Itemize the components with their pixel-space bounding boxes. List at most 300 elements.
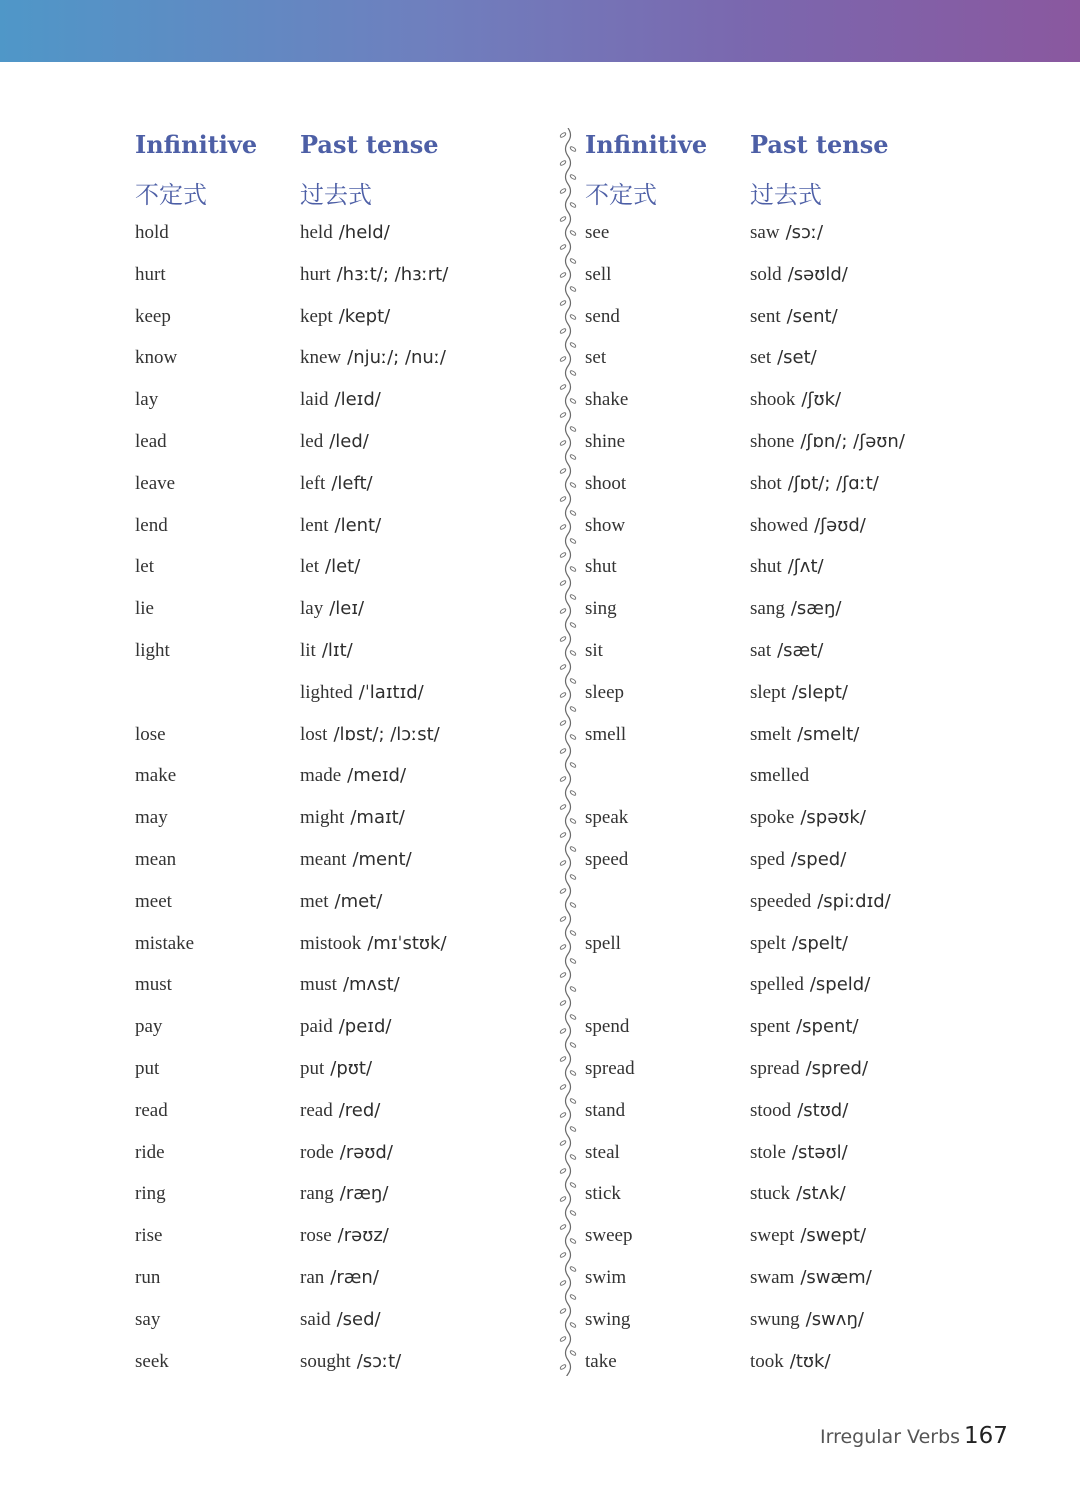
past-tense-word: spread bbox=[750, 1057, 800, 1079]
pronunciation: /mʌst/ bbox=[342, 974, 400, 996]
past-tense-cell bbox=[750, 724, 859, 746]
infinitive-cell: may bbox=[135, 807, 168, 829]
verb-row bbox=[585, 548, 1005, 590]
past-tense-cell bbox=[750, 598, 841, 620]
past-tense-word: knew bbox=[300, 347, 342, 369]
past-tense-cell bbox=[300, 431, 369, 453]
past-tense-word: spent bbox=[750, 1016, 791, 1038]
vine-leaf bbox=[559, 1252, 566, 1258]
past-tense-word: met bbox=[300, 890, 329, 912]
past-tense-word: stole bbox=[750, 1141, 786, 1163]
infinitive-cell: set bbox=[585, 347, 607, 369]
infinitive-cell: run bbox=[135, 1266, 161, 1288]
vine-leaf bbox=[559, 132, 566, 138]
past-tense-word: meant bbox=[300, 848, 347, 870]
verb-row bbox=[135, 925, 555, 967]
past-tense-word: swung bbox=[750, 1308, 800, 1330]
infinitive-cell: see bbox=[585, 222, 610, 243]
infinitive-cell: stand bbox=[585, 1099, 626, 1121]
vine-leaf bbox=[569, 902, 576, 908]
pronunciation: /meɪd/ bbox=[347, 765, 407, 787]
infinitive-cell: mean bbox=[135, 848, 177, 870]
verb-row bbox=[135, 1175, 555, 1217]
past-tense-cell bbox=[300, 933, 447, 955]
infinitive-cell: keep bbox=[135, 305, 171, 327]
verb-row bbox=[135, 716, 555, 758]
infinitive-cell: shoot bbox=[585, 472, 627, 494]
header-past-tense: Past tense bbox=[750, 130, 889, 159]
past-tense-cell bbox=[300, 264, 448, 286]
vine-leaf bbox=[569, 650, 576, 656]
verb-row bbox=[585, 1008, 1005, 1050]
vine-leaf bbox=[569, 1210, 576, 1216]
past-tense-word: shook bbox=[750, 389, 796, 411]
vine-leaf bbox=[559, 1028, 566, 1034]
vine-leaf bbox=[559, 664, 566, 670]
vine-leaf bbox=[569, 1042, 576, 1048]
vine-leaf bbox=[559, 916, 566, 922]
pronunciation: /ræn/ bbox=[330, 1266, 379, 1288]
vine-leaf bbox=[569, 1014, 576, 1020]
pronunciation: /səʊld/ bbox=[787, 263, 848, 285]
past-tense-cell bbox=[300, 1309, 381, 1331]
verb-row bbox=[585, 465, 1005, 507]
header-past-tense: Past tense bbox=[300, 130, 439, 159]
vine-leaf bbox=[569, 678, 576, 684]
pronunciation: /spəʊk/ bbox=[800, 807, 866, 829]
infinitive-cell: hurt bbox=[135, 263, 166, 285]
pronunciation: /stəʊl/ bbox=[791, 1141, 848, 1163]
vine-leaf bbox=[569, 846, 576, 852]
infinitive-cell: seek bbox=[135, 1350, 169, 1372]
vine-stem bbox=[566, 128, 571, 1376]
vine-leaf bbox=[569, 790, 576, 796]
verb-row bbox=[585, 1175, 1005, 1217]
verb-row bbox=[585, 590, 1005, 632]
past-tense-cell bbox=[750, 640, 823, 662]
past-tense-word: hurt bbox=[300, 263, 331, 285]
past-tense-word: made bbox=[300, 765, 342, 787]
infinitive-cell: sweep bbox=[585, 1225, 633, 1247]
pronunciation: /leɪd/ bbox=[334, 389, 381, 411]
left-verb-list bbox=[135, 214, 555, 1384]
past-tense-cell bbox=[300, 1183, 388, 1205]
past-tense-word: lost bbox=[300, 723, 328, 745]
vine-leaf bbox=[569, 958, 576, 964]
infinitive-cell: send bbox=[585, 305, 620, 327]
vine-leaf bbox=[559, 272, 566, 278]
infinitive-cell: say bbox=[135, 1308, 161, 1330]
past-tense-cell bbox=[750, 974, 870, 996]
pronunciation: /pʊt/ bbox=[330, 1057, 373, 1079]
verb-row bbox=[135, 214, 555, 256]
verb-row bbox=[585, 256, 1005, 298]
verb-row bbox=[135, 590, 555, 632]
vine-leaf bbox=[569, 594, 576, 600]
vine-leaf bbox=[569, 1350, 576, 1356]
infinitive-cell: stick bbox=[585, 1183, 621, 1205]
vine-leaf bbox=[569, 286, 576, 292]
verb-row bbox=[135, 507, 555, 549]
verb-row bbox=[585, 925, 1005, 967]
past-tense-cell bbox=[750, 473, 879, 495]
past-tense-cell bbox=[750, 891, 891, 913]
vine-leaf bbox=[569, 986, 576, 992]
past-tense-word: read bbox=[300, 1099, 333, 1121]
past-tense-cell bbox=[300, 473, 373, 495]
vine-leaf bbox=[559, 692, 566, 698]
past-tense-cell bbox=[750, 556, 824, 578]
infinitive-cell: hold bbox=[135, 222, 169, 243]
vine-leaf bbox=[569, 454, 576, 460]
past-tense-word: kept bbox=[300, 305, 333, 327]
vine-leaf bbox=[569, 146, 576, 152]
pronunciation: /mɪˈstʊk/ bbox=[367, 932, 447, 954]
past-tense-cell bbox=[300, 974, 400, 996]
verb-row bbox=[135, 548, 555, 590]
infinitive-cell: rise bbox=[135, 1225, 163, 1247]
infinitive-cell: lie bbox=[135, 598, 154, 620]
vine-leaf bbox=[569, 538, 576, 544]
past-tense-cell bbox=[750, 389, 841, 411]
right-verb-list bbox=[585, 214, 1005, 1384]
pronunciation: /led/ bbox=[329, 430, 369, 452]
past-tense-word: spoke bbox=[750, 807, 795, 829]
vine-leaf bbox=[569, 1266, 576, 1272]
pronunciation: /ʃɒt/; /ʃɑːt/ bbox=[787, 472, 879, 494]
pronunciation: /leɪ/ bbox=[329, 598, 365, 620]
past-tense-word: ran bbox=[300, 1266, 325, 1288]
verb-row bbox=[585, 507, 1005, 549]
infinitive-cell: make bbox=[135, 765, 177, 787]
header-infinitive-cn: 不定式 bbox=[135, 181, 207, 209]
right-verb-column bbox=[585, 0, 1005, 1400]
past-tense-cell bbox=[750, 765, 815, 787]
pronunciation: /peɪd/ bbox=[338, 1016, 392, 1038]
vine-leaf bbox=[559, 804, 566, 810]
infinitive-cell: sleep bbox=[585, 681, 625, 703]
vine-leaf bbox=[569, 1294, 576, 1300]
vine-leaf bbox=[569, 426, 576, 432]
verb-row bbox=[585, 214, 1005, 256]
verb-row bbox=[585, 841, 1005, 883]
past-tense-cell bbox=[300, 807, 405, 829]
verb-row bbox=[135, 841, 555, 883]
verb-row bbox=[135, 381, 555, 423]
past-tense-cell bbox=[750, 1058, 868, 1080]
vine-leaf bbox=[569, 370, 576, 376]
pronunciation: /sped/ bbox=[790, 848, 847, 870]
vine-leaf bbox=[559, 636, 566, 642]
past-tense-cell bbox=[750, 222, 823, 244]
verb-row bbox=[585, 757, 1005, 799]
past-tense-cell bbox=[300, 765, 406, 787]
vine-leaf bbox=[569, 1238, 576, 1244]
verb-row bbox=[135, 674, 555, 716]
past-tense-cell bbox=[300, 515, 381, 537]
infinitive-cell: swing bbox=[585, 1308, 631, 1330]
past-tense-word: mistook bbox=[300, 932, 362, 954]
past-tense-word: lay bbox=[300, 598, 324, 620]
pronunciation: /ræŋ/ bbox=[339, 1183, 389, 1205]
past-tense-word: held bbox=[300, 222, 333, 243]
past-tense-cell bbox=[750, 431, 905, 453]
pronunciation: /left/ bbox=[331, 472, 373, 494]
verb-row bbox=[135, 339, 555, 381]
verb-row bbox=[585, 298, 1005, 340]
pronunciation: /ʃʌt/ bbox=[787, 556, 824, 578]
past-tense-cell bbox=[750, 1267, 872, 1289]
past-tense-word: might bbox=[300, 807, 345, 829]
infinitive-cell: swim bbox=[585, 1266, 627, 1288]
infinitive-cell: speak bbox=[585, 807, 629, 829]
past-tense-cell bbox=[300, 222, 390, 244]
past-tense-cell bbox=[750, 1183, 846, 1205]
vine-leaf bbox=[559, 440, 566, 446]
past-tense-cell bbox=[300, 682, 424, 704]
pronunciation: /hɜːt/; /hɜːrt/ bbox=[336, 263, 449, 285]
past-tense-cell bbox=[300, 849, 412, 871]
past-tense-cell bbox=[300, 598, 364, 620]
infinitive-cell: shake bbox=[585, 389, 629, 411]
vine-leaf bbox=[559, 384, 566, 390]
past-tense-word: sang bbox=[750, 598, 785, 620]
verb-row bbox=[135, 1343, 555, 1385]
infinitive-cell: sing bbox=[585, 598, 617, 620]
vine-leaf bbox=[569, 762, 576, 768]
vine-leaf bbox=[559, 1084, 566, 1090]
vine-leaf bbox=[569, 1098, 576, 1104]
vine-leaf bbox=[569, 622, 576, 628]
vine-leaf bbox=[569, 734, 576, 740]
past-tense-word: sold bbox=[750, 263, 782, 285]
infinitive-cell: ring bbox=[135, 1183, 166, 1205]
verb-row bbox=[135, 966, 555, 1008]
verb-row bbox=[135, 465, 555, 507]
vine-leaf bbox=[569, 174, 576, 180]
past-tense-word: led bbox=[300, 430, 324, 452]
vine-leaf bbox=[559, 468, 566, 474]
past-tense-word: swam bbox=[750, 1266, 795, 1288]
vine-leaf bbox=[559, 720, 566, 726]
past-tense-cell bbox=[300, 556, 360, 578]
vine-leaf bbox=[569, 818, 576, 824]
vine-leaf bbox=[569, 1322, 576, 1328]
past-tense-word: shut bbox=[750, 556, 782, 578]
infinitive-cell: pay bbox=[135, 1016, 163, 1038]
pronunciation: /swept/ bbox=[800, 1225, 867, 1247]
past-tense-cell bbox=[300, 347, 446, 369]
past-tense-cell bbox=[300, 1267, 379, 1289]
vine-leaf bbox=[569, 1182, 576, 1188]
pronunciation: /ʃəʊd/ bbox=[814, 514, 866, 536]
infinitive-cell: lose bbox=[135, 723, 166, 745]
vine-leaf bbox=[559, 776, 566, 782]
past-tense-cell bbox=[300, 389, 381, 411]
vine-leaf bbox=[559, 1336, 566, 1342]
vine-leaf bbox=[559, 1056, 566, 1062]
past-tense-word: took bbox=[750, 1350, 784, 1372]
vine-leaf bbox=[559, 1168, 566, 1174]
vine-leaf bbox=[559, 496, 566, 502]
pronunciation: /rəʊd/ bbox=[339, 1141, 393, 1163]
pronunciation: /sæt/ bbox=[777, 639, 824, 661]
verb-row bbox=[585, 1301, 1005, 1343]
page-number: 167 bbox=[964, 1423, 1008, 1449]
past-tense-word: lent bbox=[300, 514, 329, 536]
verb-row bbox=[135, 757, 555, 799]
past-tense-word: rode bbox=[300, 1141, 334, 1163]
past-tense-cell bbox=[750, 849, 846, 871]
pronunciation: /spent/ bbox=[796, 1016, 859, 1038]
infinitive-cell: sell bbox=[585, 263, 612, 285]
vine-leaf bbox=[569, 510, 576, 516]
verb-row bbox=[135, 298, 555, 340]
vine-leaf bbox=[559, 1140, 566, 1146]
infinitive-cell: know bbox=[135, 347, 178, 369]
vine-leaf bbox=[569, 230, 576, 236]
verb-row bbox=[135, 256, 555, 298]
infinitive-cell: read bbox=[135, 1099, 168, 1121]
pronunciation: /tʊk/ bbox=[789, 1350, 831, 1372]
past-tense-word: smelt bbox=[750, 723, 792, 745]
past-tense-word: showed bbox=[750, 514, 809, 536]
vine-leaf bbox=[569, 706, 576, 712]
vine-leaf bbox=[569, 482, 576, 488]
vine-leaf bbox=[559, 1224, 566, 1230]
verb-row bbox=[135, 423, 555, 465]
verb-row bbox=[585, 1092, 1005, 1134]
pronunciation: /rəʊz/ bbox=[337, 1225, 389, 1247]
vine-leaf bbox=[559, 216, 566, 222]
vine-leaf bbox=[559, 1000, 566, 1006]
past-tense-word: sought bbox=[300, 1350, 351, 1372]
vine-leaf bbox=[559, 888, 566, 894]
verb-row bbox=[135, 799, 555, 841]
vine-leaf bbox=[559, 244, 566, 250]
past-tense-word: shone bbox=[750, 430, 795, 452]
past-tense-cell bbox=[750, 347, 817, 369]
vine-leaf bbox=[559, 832, 566, 838]
pronunciation: /speld/ bbox=[809, 974, 871, 996]
infinitive-cell: smell bbox=[585, 723, 627, 745]
pronunciation: /stʌk/ bbox=[796, 1183, 846, 1205]
pronunciation: /ment/ bbox=[352, 848, 412, 870]
past-tense-cell bbox=[300, 724, 440, 746]
verb-row bbox=[135, 1092, 555, 1134]
infinitive-cell: steal bbox=[585, 1141, 620, 1163]
past-tense-cell bbox=[750, 933, 848, 955]
infinitive-cell: ride bbox=[135, 1141, 165, 1163]
vine-leaf bbox=[559, 188, 566, 194]
pronunciation: /lent/ bbox=[334, 514, 382, 536]
infinitive-cell: must bbox=[135, 974, 172, 996]
vine-leaf bbox=[569, 342, 576, 348]
past-tense-word: laid bbox=[300, 389, 329, 411]
infinitive-cell: let bbox=[135, 556, 154, 578]
past-tense-word: slept bbox=[750, 681, 786, 703]
vine-leaf bbox=[559, 580, 566, 586]
past-tense-cell bbox=[750, 1016, 859, 1038]
past-tense-word: paid bbox=[300, 1016, 333, 1038]
verb-row bbox=[585, 1134, 1005, 1176]
infinitive-cell: take bbox=[585, 1350, 617, 1372]
vine-leaf bbox=[559, 1112, 566, 1118]
verb-row bbox=[585, 1259, 1005, 1301]
pronunciation: /set/ bbox=[777, 347, 817, 369]
infinitive-cell: meet bbox=[135, 890, 172, 912]
verb-row bbox=[135, 1259, 555, 1301]
past-tense-cell bbox=[300, 640, 353, 662]
infinitive-cell: put bbox=[135, 1057, 160, 1079]
vine-leaf bbox=[559, 356, 566, 362]
vine-leaf bbox=[559, 328, 566, 334]
past-tense-cell bbox=[750, 515, 866, 537]
past-tense-word: put bbox=[300, 1057, 325, 1079]
verb-row bbox=[585, 716, 1005, 758]
header-infinitive: Infinitive bbox=[585, 130, 708, 159]
pronunciation: /sed/ bbox=[336, 1308, 381, 1330]
header-past-tense-cn: 过去式 bbox=[300, 181, 372, 209]
past-tense-word: lighted bbox=[300, 681, 353, 703]
vine-leaf bbox=[569, 398, 576, 404]
vine-leaf bbox=[569, 874, 576, 880]
vine-leaf bbox=[569, 1154, 576, 1160]
pronunciation: /sæŋ/ bbox=[790, 598, 842, 620]
vine-leaf bbox=[559, 524, 566, 530]
past-tense-cell bbox=[750, 1142, 848, 1164]
past-tense-cell bbox=[300, 306, 390, 328]
verb-row bbox=[135, 1050, 555, 1092]
vine-leaf bbox=[559, 412, 566, 418]
past-tense-cell bbox=[750, 264, 848, 286]
past-tense-word: let bbox=[300, 556, 319, 578]
infinitive-cell: lead bbox=[135, 430, 167, 452]
past-tense-word: said bbox=[300, 1308, 331, 1330]
pronunciation: /slept/ bbox=[791, 681, 848, 703]
verb-row bbox=[585, 1050, 1005, 1092]
verb-row bbox=[585, 381, 1005, 423]
pronunciation: /lɒst/; /lɔːst/ bbox=[333, 723, 440, 745]
verb-row bbox=[585, 1217, 1005, 1259]
past-tense-cell bbox=[750, 1100, 848, 1122]
past-tense-cell bbox=[300, 891, 382, 913]
vine-leaf bbox=[569, 314, 576, 320]
pronunciation: /swæm/ bbox=[800, 1266, 872, 1288]
footer-section-title: Irregular Verbs bbox=[820, 1426, 961, 1448]
vine-leaf bbox=[569, 1070, 576, 1076]
vine-leaf bbox=[559, 972, 566, 978]
verb-row bbox=[585, 1343, 1005, 1385]
pronunciation: /lɪt/ bbox=[321, 639, 353, 661]
past-tense-cell bbox=[750, 1309, 864, 1331]
vine-leaf bbox=[569, 1126, 576, 1132]
vine-leaf bbox=[559, 1364, 566, 1370]
vine-leaf bbox=[559, 300, 566, 306]
vine-leaf bbox=[559, 1280, 566, 1286]
past-tense-cell bbox=[300, 1142, 393, 1164]
past-tense-word: speeded bbox=[750, 890, 812, 912]
past-tense-word: sat bbox=[750, 639, 772, 661]
infinitive-cell: spread bbox=[585, 1057, 635, 1079]
past-tense-word: rose bbox=[300, 1225, 332, 1247]
pronunciation: /red/ bbox=[338, 1099, 381, 1121]
past-tense-word: shot bbox=[750, 472, 782, 494]
verb-row bbox=[585, 966, 1005, 1008]
infinitive-cell: speed bbox=[585, 848, 629, 870]
verb-row bbox=[135, 1301, 555, 1343]
pronunciation: /spred/ bbox=[805, 1057, 869, 1079]
